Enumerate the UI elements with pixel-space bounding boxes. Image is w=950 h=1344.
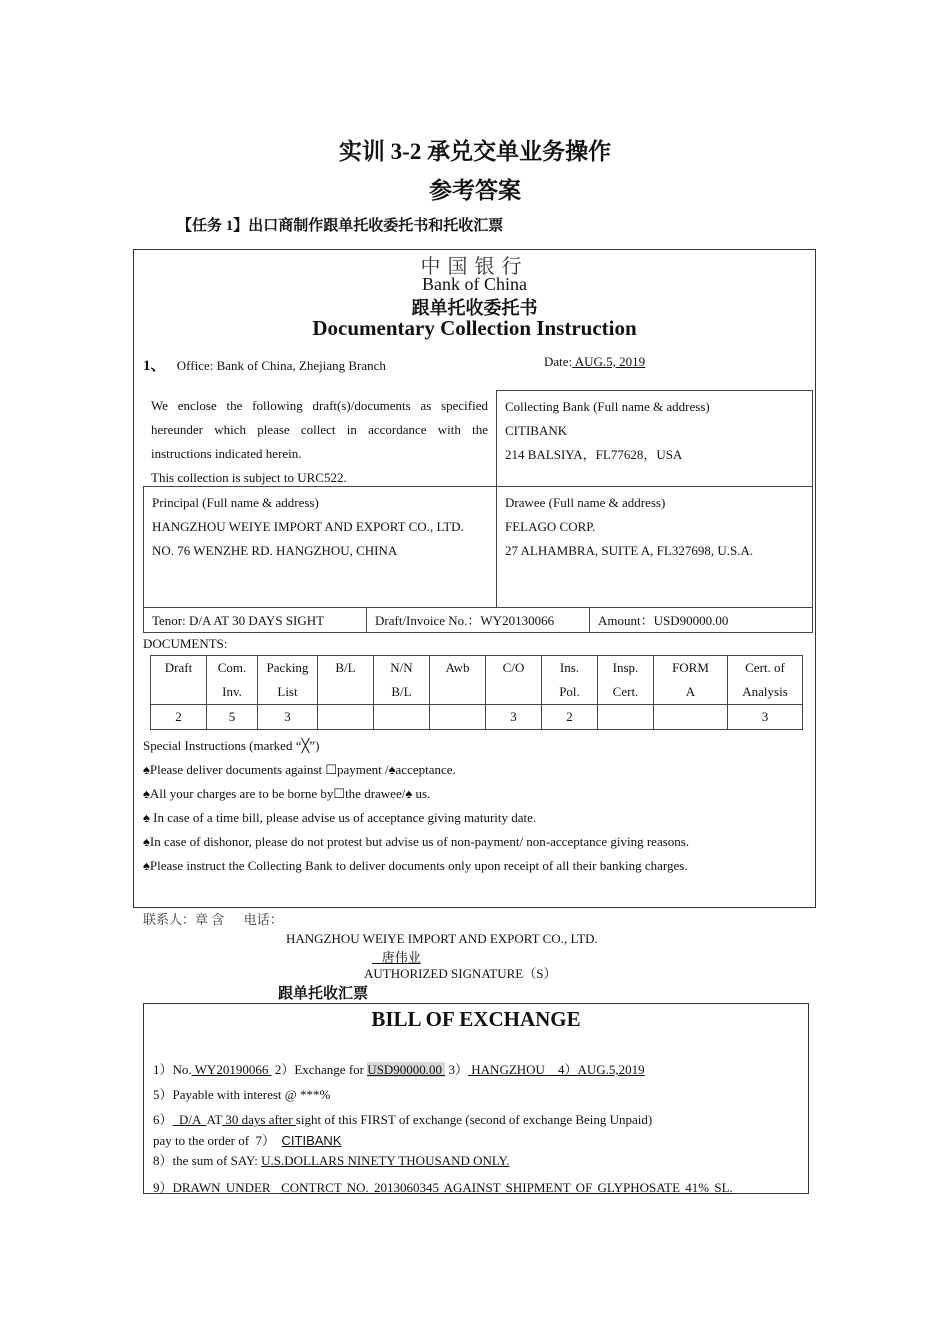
doc-count-cell: 3	[486, 705, 542, 730]
doc-count-cell	[598, 705, 654, 730]
date-line	[544, 354, 645, 370]
task-heading: 【任务 1】出口商制作跟单托收委托书和托收汇票	[177, 218, 504, 234]
form-title-cn: 跟单托收委托书	[411, 298, 538, 318]
doc-count-cell: 3	[728, 705, 803, 730]
special-instruction-item: ♠In case of dishonor, please do not protest but advise us of non-payment/ non-acceptance giving reasons.	[143, 834, 690, 849]
doc-header-cell: Draft	[151, 656, 207, 705]
page-title: 实训 3-2 承兑交单业务操作	[338, 139, 612, 164]
principal-label: Principal (Full name & address)	[152, 495, 319, 510]
doc-count-cell	[654, 705, 728, 730]
payee-line	[153, 1130, 342, 1149]
doc-header-cell: FORM A	[654, 656, 728, 705]
bill-date-value: AUG.5,2019	[577, 1062, 645, 1077]
amount-cell: Amount：USD90000.00	[589, 607, 813, 633]
special-instruction-item: ♠Please instruct the Collecting Bank to deliver documents only upon receipt of all their banking charges.	[143, 858, 688, 873]
payee-value: CITIBANK	[281, 1133, 342, 1148]
place-value: HANGZHOU	[468, 1062, 549, 1077]
principal-cell	[143, 486, 497, 608]
bill-no-label: 1）No.	[153, 1062, 192, 1077]
exchange-value: USD90000.00	[367, 1062, 446, 1077]
item-number: 1、	[143, 358, 166, 374]
doc-count-cell: 3	[258, 705, 318, 730]
exchange-label: 2）Exchange for	[271, 1062, 368, 1077]
drawee-name: FELAGO CORP.	[505, 519, 596, 534]
office-line	[143, 354, 386, 375]
bill-of-exchange-form	[143, 1003, 809, 1194]
line6-rest: sight of this FIRST of exchange (second of exchange Being Unpaid)	[295, 1112, 653, 1127]
draft-number-cell: Draft/Invoice No.：WY20130066	[366, 607, 590, 633]
enclose-cell	[143, 390, 497, 487]
principal-name: HANGZHOU WEIYE IMPORT AND EXPORT CO., LTD.	[152, 519, 464, 534]
bill-title-en: BILL OF EXCHANGE	[371, 1007, 581, 1031]
signature-company: HANGZHOU WEIYE IMPORT AND EXPORT CO., LTD.	[286, 931, 598, 946]
drawn-under-label: 9）DRAWN UNDER	[153, 1180, 276, 1195]
doc-count-cell: 5	[207, 705, 258, 730]
bill-line-1	[153, 1059, 645, 1078]
doc-header-cell: N/N B/L	[374, 656, 430, 705]
doc-count-cell	[318, 705, 374, 730]
sum-value: U.S.DOLLARS NINETY THOUSAND ONLY.	[261, 1153, 510, 1168]
date-label: 4）	[548, 1062, 578, 1077]
special-instruction-item: ♠All your charges are to be borne by☐the drawee/♠ us.	[143, 786, 431, 801]
at-word: AT	[206, 1112, 223, 1127]
bank-name-cn: 中国银行	[420, 256, 529, 278]
special-instruction-item: ♠ In case of a time bill, please advise us of acceptance giving maturity date.	[143, 810, 537, 825]
doc-header-cell: Awb	[430, 656, 486, 705]
doc-header-cell: Packing List	[258, 656, 318, 705]
sum-line	[153, 1150, 509, 1169]
doc-count-cell: 2	[151, 705, 207, 730]
collection-instruction-form	[133, 249, 816, 908]
documents-table	[150, 655, 803, 730]
collecting-bank-label: Collecting Bank (Full name & address)	[505, 399, 710, 414]
collecting-bank-name: CITIBANK	[505, 423, 568, 438]
sum-label: 8）the sum of SAY:	[153, 1153, 262, 1168]
drawee-cell	[496, 486, 813, 608]
documents-label: DOCUMENTS:	[143, 636, 228, 651]
page-subtitle: 参考答案	[429, 178, 521, 203]
doc-header-cell: C/O	[486, 656, 542, 705]
payee-label: pay to the order of 7）	[153, 1133, 282, 1148]
authorized-signature-label: AUTHORIZED SIGNATURE（S）	[364, 966, 557, 981]
bill-title-cn: 跟单托收汇票	[278, 986, 369, 1002]
doc-header-cell: B/L	[318, 656, 374, 705]
bill-no-value: WY20190066	[191, 1062, 272, 1077]
bank-name-en: Bank of China	[422, 274, 527, 294]
tenor-type: D/A	[172, 1112, 207, 1127]
place-label: 3）	[445, 1062, 469, 1077]
enclose-text: We enclose the following draft(s)/documents as specified hereunder which please collect in accordance with the instructions indicated herein.	[151, 398, 488, 461]
doc-header-cell: Ins. Pol.	[542, 656, 598, 705]
doc-header-cell: Insp. Cert.	[598, 656, 654, 705]
drawn-under-line	[153, 1177, 733, 1196]
special-instructions-label: Special Instructions (marked “╳”)	[143, 738, 320, 753]
tenor-cell: Tenor: D/A AT 30 DAYS SIGHT	[143, 607, 367, 633]
doc-header-cell: Cert. of Analysis	[728, 656, 803, 705]
drawn-under-value: CONTRCT NO. 2013060345 AGAINST SHIPMENT OF GLYPHOSATE 41% SL.	[281, 1180, 733, 1195]
drawee-address: 27 ALHAMBRA, SUITE A, FL327698, U.S.A.	[505, 543, 754, 558]
collecting-bank-address: 214 BALSIYA，FL77628，USA	[505, 447, 683, 462]
drawee-label: Drawee (Full name & address)	[505, 495, 666, 510]
bill-line-6	[153, 1109, 652, 1128]
office-value: Bank of China, Zhejiang Branch	[216, 358, 386, 373]
doc-count-cell: 2	[542, 705, 598, 730]
interest-line: 5）Payable with interest @ ***%	[153, 1087, 331, 1102]
signer-name: 唐伟业	[372, 950, 421, 965]
office-label: Office:	[176, 358, 214, 373]
urc-text: This collection is subject to URC522.	[151, 470, 347, 485]
collecting-bank-cell	[496, 390, 813, 487]
doc-header-cell: Com. Inv.	[207, 656, 258, 705]
line6-label: 6）	[153, 1112, 173, 1127]
special-instruction-item: ♠Please deliver documents against ☐payment /♠acceptance.	[143, 762, 456, 777]
principal-address: NO. 76 WENZHE RD. HANGZHOU, CHINA	[152, 543, 398, 558]
contact-line: 联系人：章 含 电话：	[143, 912, 283, 927]
tenor-days: 30 days after	[222, 1112, 296, 1127]
date-label: Date:	[544, 354, 573, 369]
form-title-en: Documentary Collection Instruction	[312, 316, 637, 340]
doc-count-cell	[374, 705, 430, 730]
documents-header-row	[151, 656, 803, 705]
documents-count-row	[151, 705, 803, 730]
doc-count-cell	[430, 705, 486, 730]
date-value: AUG.5, 2019	[572, 354, 646, 369]
